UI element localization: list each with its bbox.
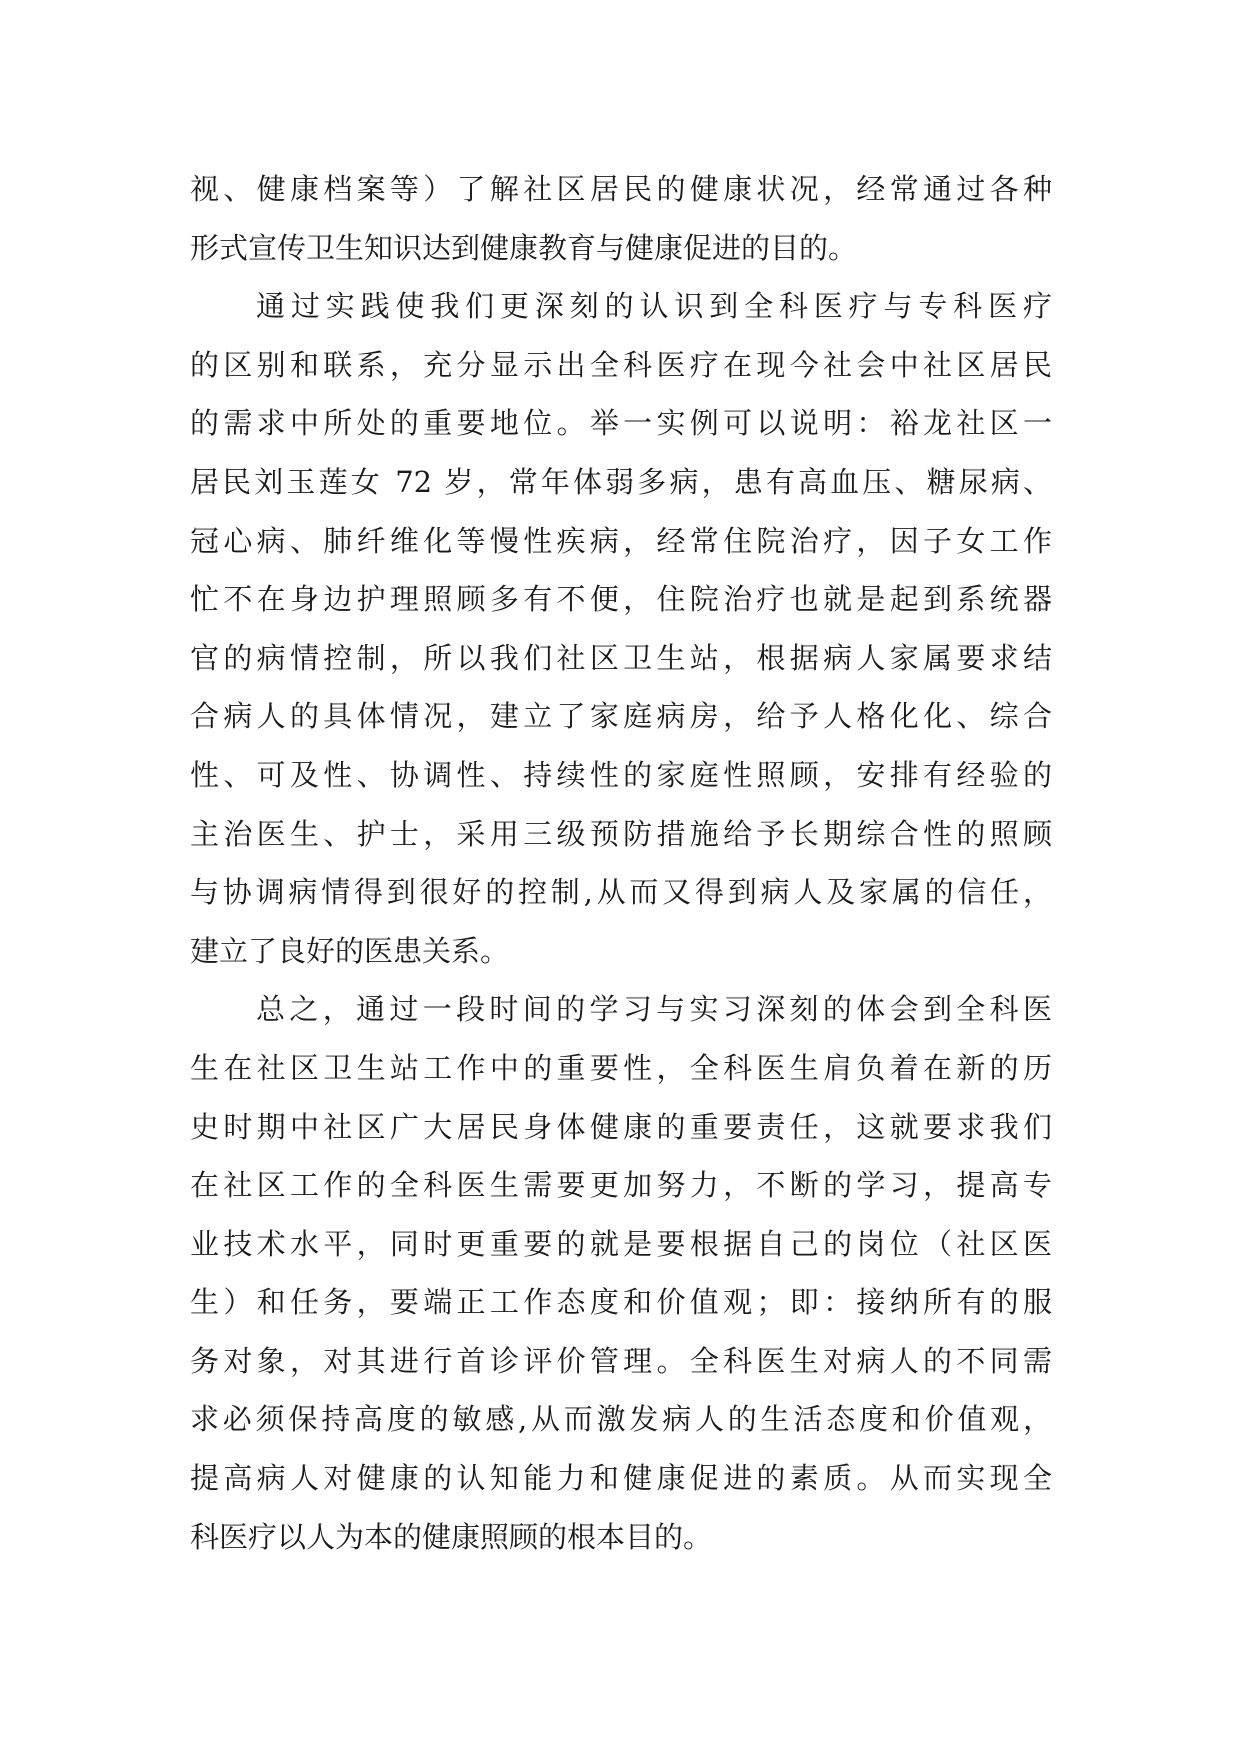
text-line: 合病人的具体情况，建立了家庭病房，给予人格化化、综合	[190, 699, 1052, 734]
document-body	[190, 160, 1052, 1566]
text-line: 的区别和联系，充分显示出全科医疗在现今社会中社区居民	[190, 347, 1052, 382]
text-line: 与协调病情得到很好的控制,从而又得到病人及家属的信任，	[190, 875, 1052, 910]
text-line: 求必须保持高度的敏感,从而激发病人的生活态度和价值观，	[190, 1402, 1052, 1437]
text-line: 居民刘玉莲女 72 岁，常年体弱多病，患有高血压、糖尿病、	[190, 464, 1052, 499]
text-line: 在社区工作的全科医生需要更加努力，不断的学习，提高专	[190, 1168, 1052, 1203]
paragraph-first-line: 通过实践使我们更深刻的认识到全科医疗与专科医疗	[256, 289, 1052, 324]
text-line: 生在社区卫生站工作中的重要性，全科医生肩负着在新的历	[190, 1050, 1052, 1085]
text-line: 主治医生、护士，采用三级预防措施给予长期综合性的照顾	[190, 816, 1052, 851]
text-line: 官的病情控制，所以我们社区卫生站，根据病人家属要求结	[190, 640, 1052, 675]
paragraph-first-line: 总之，通过一段时间的学习与实习深刻的体会到全科医	[256, 992, 1052, 1027]
text-line: 业技术水平，同时更重要的就是要根据自己的岗位（社区医	[190, 1226, 1052, 1261]
text-line: 史时期中社区广大居民身体健康的重要责任，这就要求我们	[190, 1109, 1052, 1144]
text-line: 科医疗以人为本的健康照顾的根本目的。	[190, 1519, 713, 1554]
text-line: 性、可及性、协调性、持续性的家庭性照顾，安排有经验的	[190, 757, 1052, 792]
text-line: 的需求中所处的重要地位。举一实例可以说明：裕龙社区一	[190, 406, 1052, 441]
text-line: 提高病人对健康的认知能力和健康促进的素质。从而实现全	[190, 1461, 1052, 1496]
text-line: 冠心病、肺纤维化等慢性疾病，经常住院治疗，因子女工作	[190, 523, 1052, 558]
text-line: 务对象，对其进行首诊评价管理。全科医生对病人的不同需	[190, 1343, 1052, 1378]
text-line: 忙不在身边护理照顾多有不便，住院治疗也就是起到系统器	[190, 582, 1052, 617]
text-line: 建立了良好的医患关系。	[190, 933, 510, 968]
text-line: 形式宣传卫生知识达到健康教育与健康促进的目的。	[190, 230, 858, 265]
text-line: 视、健康档案等）了解社区居民的健康状况，经常通过各种	[190, 172, 1052, 206]
text-line: 生）和任务，要端正工作态度和价值观；即：接纳所有的服	[190, 1285, 1052, 1320]
